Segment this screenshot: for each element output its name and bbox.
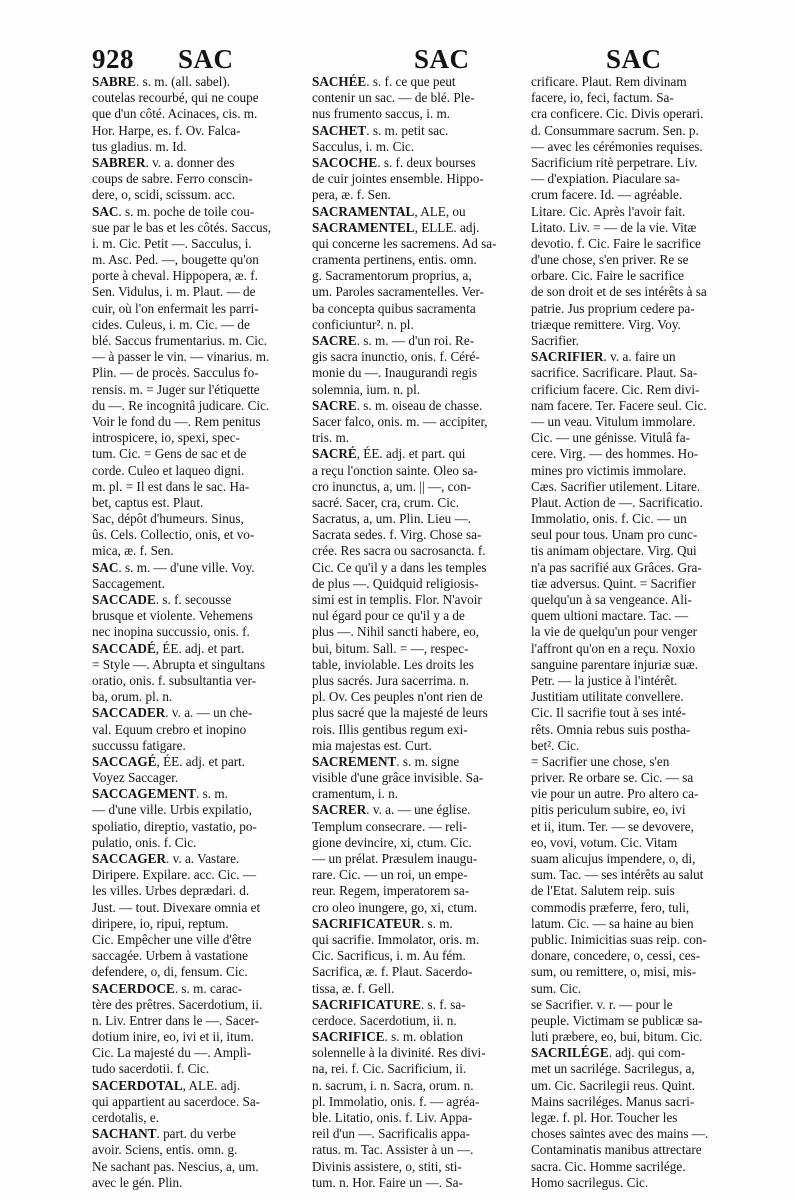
text-line: Justitiam utilitate convellere. [531, 689, 684, 705]
text-line: SACRE. s. m. — d'un roi. Re- [312, 333, 475, 348]
text-line: peuple. Victimam se publicæ sa- [531, 1012, 703, 1028]
text-line: Litato. Liv. = — de la vie. Vitæ [531, 219, 697, 235]
text-line: quelqu'un à sa vengeance. Ali- [531, 592, 692, 607]
text-line: Sacculus, i. m. Cic. [312, 138, 415, 154]
text-line: sanguine parentare injuriæ suæ. [531, 656, 699, 672]
text-line: m. pl. = Il est dans le sac. Ha- [92, 478, 250, 494]
text-line: quem ultioni mactare. Tac. — [531, 608, 689, 624]
text-line: Just. — tout. Divexare omnia et [92, 899, 261, 915]
text-line: spoliatio, direptio, vastatio, po- [92, 818, 257, 834]
text-line: introspicere, io, spexi, spec- [92, 430, 240, 446]
text-line: solennelle à la divinité. Res divi- [312, 1045, 486, 1061]
text-line: Cic. Empêcher une ville d'être [92, 931, 252, 947]
text-line: na, rei. f. Cic. Sacrificium, ii. [312, 1061, 467, 1077]
text-line: ûs. Cels. Collectio, onis, et vo- [92, 527, 255, 543]
text-line: pitis periculum subire, eo, ivi [531, 802, 686, 818]
text-line: suam alicujus impendere, o, di, [531, 851, 696, 866]
headword: SAC [92, 559, 119, 575]
text-line: SACOCHE. s. f. deux bourses [312, 154, 476, 170]
text-line: SACRIFICATEUR. s. m. [312, 915, 453, 931]
headword: SACCAGEMENT [92, 786, 197, 802]
text-line: bet, captus est. Plaut. [92, 494, 204, 510]
text-line: — avec les cérémonies requises. [531, 138, 703, 154]
headword: SACREMENT [312, 753, 397, 769]
text-line: Voyez Saccager. [92, 770, 179, 786]
text-line: SACHET. s. m. petit sac. [312, 122, 449, 138]
text-line: SACRAMENTAL, ALE, ou [312, 203, 466, 219]
text-line: cro oleo inungere, go, xi, ctum. [312, 899, 478, 915]
text-line: SACHANT. part. du verbe [92, 1126, 236, 1142]
text-line: pera, æ. f. Sen. [312, 187, 391, 203]
text-line: bui, bitum. Sall. = —, respec- [312, 640, 469, 656]
headword: SACHÉE [312, 74, 367, 89]
text-line: Saccagement. [92, 575, 165, 591]
text-line: corde. Culeo et laqueo digni. [92, 462, 245, 478]
text-line: blé. Saccus frumentarius. m. Cic. [92, 333, 268, 348]
headword: SACRAMENTAL [312, 203, 415, 219]
text-line: SACERDOTAL, ALE. adj. [92, 1077, 241, 1093]
text-line: avoir. Sciens, entis. omn. g. [92, 1142, 238, 1158]
text-line: qui concerne les sacremens. Ad sa- [312, 235, 497, 251]
text-line: mines pro victimis immolare. [531, 462, 687, 478]
text-line: plus sacré que la majesté de leurs [312, 705, 488, 721]
text-line: defendere, o, di, fensum. Cic. [92, 964, 248, 980]
text-line: met un sacrilége. Sacrilegus, a, [531, 1061, 695, 1077]
text-line: n. Liv. Entrer dans le —. Sacer- [92, 1012, 259, 1028]
headword: SACRIFICATEUR [312, 915, 421, 931]
text-line: tère des prêtres. Sacerdotium, ii. [92, 996, 263, 1012]
headword: SABRE [92, 74, 136, 89]
text-line: vie pour un autre. Pro altero ca- [531, 786, 699, 802]
text-line: plus sacrés. Jura sacerrima. n. [312, 672, 470, 688]
text-line: orbare. Cic. Faire le sacrifice [531, 268, 685, 284]
text-line: — d'expiation. Piaculare sa- [531, 171, 680, 187]
text-line: ba, orum. pl. n. [92, 689, 173, 705]
text-line: tum. Cic. = Gens de sac et de [92, 446, 247, 462]
text-line: um. Paroles sacramentelles. Ver- [312, 284, 484, 300]
text-line: legæ. f. pl. Hor. Toucher les [531, 1110, 678, 1125]
text-line: rois. Illis gentibus regum exi- [312, 721, 468, 737]
text-line: coups de sabre. Ferro conscin- [92, 171, 253, 187]
text-line: cides. Culeus, i. m. Cic. — de [92, 316, 250, 332]
text-line: de son droit et de ses intérêts à sa [531, 284, 707, 300]
text-line: n'a pas sacrifié aux Grâces. Gra- [531, 559, 702, 575]
headword: SACCAGER [92, 851, 167, 866]
text-line: dotium inire, eo, ivi et ii, itum. [92, 1029, 254, 1045]
headword: SACHANT [92, 1126, 157, 1142]
text-line: triæque remittere. Virg. Voy. [531, 316, 681, 332]
text-line: sum. Tac. — ses intérêts au salut [531, 867, 704, 883]
text-line: sum. Cic. [531, 980, 582, 996]
text-line: Petr. — la justice à l'intérêt. [531, 672, 678, 688]
text-line: brusque et violente. Vehemens [92, 608, 253, 624]
text-line: SACCADER. v. a. — un che- [92, 705, 253, 721]
text-line: SACRAMENTEL, ELLE. adj. [312, 219, 480, 235]
text-line: SABRE. s. m. (all. sabel). [92, 74, 231, 89]
text-line: simi est in templis. Flor. N'avoir [312, 592, 482, 607]
text-line: d'une chose, s'en priver. Re se [531, 252, 689, 268]
text-line: cra conficere. Cic. Divis operari. [531, 106, 704, 122]
text-line: nec inopina succussio, onis. f. [92, 624, 250, 640]
text-line: SABRER. v. a. donner des [92, 154, 235, 170]
text-line: cerdoce. Sacerdotium, ii. n. [312, 1012, 457, 1028]
text-column-left [92, 74, 308, 1191]
text-line: cramenta pertinens, entis. omn. [312, 252, 477, 268]
text-line: crum facere. Id. — agréable. [531, 187, 683, 203]
text-line: se Sacrifier. v. r. — pour le [531, 996, 673, 1012]
text-line: crée. Res sacra ou sacrosancta. f. [312, 543, 486, 559]
text-line: Sen. Vidulus, i. m. Plaut. — de [92, 284, 256, 300]
text-line: gis sacra inunctio, onis. f. Céré- [312, 349, 480, 365]
text-line: = Style —. Abrupta et singultans [92, 656, 266, 672]
page-number: 928 [92, 44, 134, 74]
text-line: SACRIFICE. s. m. oblation [312, 1029, 463, 1045]
text-line: Plaut. Action de —. Sacrificatio. [531, 494, 703, 510]
headword: SAC [92, 203, 119, 219]
text-line: Litare. Cic. Après l'avoir fait. [531, 203, 686, 219]
text-line: n. sacrum, i. n. Sacra, orum. n. [312, 1077, 474, 1093]
text-column-middle [312, 74, 526, 1191]
text-line: pulatio, onis. f. Cic. [92, 834, 197, 850]
headword: SACRILÉGE [531, 1045, 609, 1061]
text-line: visible d'une grâce invisible. Sa- [312, 770, 484, 786]
text-line: devotio. f. Cic. Faire le sacrifice [531, 235, 701, 251]
text-line: solemnia, ium. n. pl. [312, 381, 421, 397]
text-line: ble. Litatio, onis. f. Liv. Appa- [312, 1110, 473, 1125]
text-line: monie du —. Inaugurandi regis [312, 365, 478, 381]
text-line: porte à cheval. Hippopera, æ. f. [92, 268, 258, 284]
text-line: ba concepta quibus sacramenta [312, 300, 476, 316]
text-line: latum. Cic. — sa haine au bien [531, 915, 694, 931]
text-line: crificare. Plaut. Rem divinam [531, 74, 687, 89]
text-line: cerdotalis, e. [92, 1110, 160, 1125]
text-line: SACHÉE. s. f. ce que peut [312, 74, 456, 89]
text-line: Sacrifier. [531, 333, 579, 348]
text-line: Cic. Il sacrifie tout à ses inté- [531, 705, 686, 721]
text-line: bet². Cic. [531, 737, 580, 753]
headword: SACERDOTAL [92, 1077, 183, 1093]
headword: SACRAMENTEL [312, 219, 415, 235]
headword: SACRE [312, 397, 357, 413]
text-line: tissa, æ. f. Gell. [312, 980, 395, 996]
text-line: tum. n. Hor. Faire un —. Sa- [312, 1174, 463, 1190]
text-line: Homo sacrilegus. Cic. [531, 1174, 649, 1190]
text-line: um. Cic. Sacrilegii reus. Quint. [531, 1077, 696, 1093]
text-line: SACRER. v. a. — une église. [312, 802, 471, 818]
text-line: Cic. Ce qu'il y a dans les temples [312, 559, 487, 575]
text-line: choses saintes avec des mains —. [531, 1126, 709, 1142]
headword: SACRER [312, 802, 367, 818]
text-line: rêts. Omnia rebus suis postha- [531, 721, 691, 737]
text-line: pl. Immolatio, onis. f. — agréa- [312, 1093, 480, 1109]
text-line: gione devincire, xi, ctum. Cic. [312, 834, 472, 850]
headword: SACHET [312, 122, 367, 138]
text-line: tiæ adversus. Quint. = Sacrifier [531, 575, 696, 591]
text-line: cuir, où l'on enfermait les parri- [92, 300, 259, 316]
headword: SACOCHE [312, 154, 378, 170]
text-line: l'affront qu'on en a reçu. Noxio [531, 640, 696, 656]
text-line: et ii, itum. Ter. — se devovere, [531, 818, 694, 834]
text-line: luti præbere, eo, bui, bitum. Cic. [531, 1029, 703, 1045]
text-line: Sac, dépôt d'humeurs. Sinus, [92, 511, 244, 527]
text-line: ratus. m. Tac. Assister à un —. [312, 1142, 474, 1158]
text-line: les villes. Urbes deprædari. d. [92, 883, 250, 899]
text-line: donare, concedere, o, cessi, ces- [531, 948, 701, 964]
text-line: de plus —. Quidquid religiosis- [312, 575, 479, 591]
headword: SACRIFIER [531, 349, 604, 365]
text-line: — à passer le vin. — vinarius. m. [92, 349, 270, 365]
text-line: Cæs. Sacrifier utilement. Litare. [531, 478, 701, 494]
text-line: rare. Cic. — un roi, un empe- [312, 867, 468, 883]
text-line: — un prélat. Præsulem inaugu- [312, 851, 478, 866]
headword: SACRIFICE [312, 1029, 385, 1045]
text-line: SACRE. s. m. oiseau de chasse. [312, 397, 483, 413]
text-line: nus frumento saccus, i. m. [312, 106, 451, 122]
text-line: SAC. s. m. — d'une ville. Voy. [92, 559, 255, 575]
text-line: g. Sacramentorum proprius, a, [312, 268, 472, 284]
headword: SACRE [312, 333, 357, 348]
headword: SACERDOCE [92, 980, 175, 996]
text-line: SACRIFIER. v. a. faire un [531, 349, 676, 365]
text-line: cramentum, i. n. [312, 786, 399, 802]
text-line: du —. Re incognitâ judicare. Cic. [92, 397, 270, 413]
text-line: dere, o, scidi, scissum. acc. [92, 187, 236, 203]
text-line: SACERDOCE. s. m. carac- [92, 980, 243, 996]
text-line: Sacer falco, onis. m. — accipiter, [312, 413, 488, 429]
text-line: tudo sacerdotii. f. Cic. [92, 1061, 210, 1077]
text-line: SACCADÉ, ÉE. adj. et part. [92, 640, 245, 656]
text-line: — un veau. Vitulum immolare. [531, 413, 696, 429]
text-line: SACRILÉGE. adj. qui com- [531, 1045, 686, 1061]
text-line: Templum consecrare. — reli- [312, 818, 468, 834]
text-line: Sacrificium ritè perpetrare. Liv. [531, 154, 698, 170]
text-line: sum, ou remittere, o, misi, mis- [531, 964, 697, 980]
text-line: sacré. Sacer, cra, crum. Cic. [312, 494, 460, 510]
text-line: diripere, io, ripui, reptum. [92, 915, 229, 931]
text-line: SACCAGEMENT. s. m. [92, 786, 228, 802]
text-line: tris. m. [312, 430, 349, 446]
running-head-center: SAC [414, 44, 470, 74]
text-line: Divinis assistere, o, stiti, sti- [312, 1158, 462, 1174]
running-head-right: SAC [606, 44, 662, 74]
text-line: mia majestas est. Curt. [312, 737, 432, 753]
text-line: qui sacrifie. Immolator, oris. m. [312, 931, 480, 947]
text-line: Ne sachant pas. Nescius, a, um. [92, 1158, 259, 1174]
text-line: Plin. — de procès. Sacculus fo- [92, 365, 259, 381]
text-line: Cic. Sacrificus, i. m. Au fém. [312, 948, 466, 964]
text-line: Contaminatis manibus attrectare [531, 1142, 702, 1158]
text-line: Cic. — une génisse. Vitulâ fa- [531, 430, 691, 446]
text-line: avec le gén. Plin. [92, 1174, 183, 1190]
text-line: seul pour tous. Unam pro cunc- [531, 527, 698, 543]
text-line: public. Inimicitias suas reip. con- [531, 931, 707, 947]
text-line: succussu fatigare. [92, 737, 186, 753]
text-line: reil d'un —. Sacrificalis appa- [312, 1126, 471, 1142]
text-line: patrie. Jus proprium cedere pa- [531, 300, 695, 316]
text-line: Sacrata sedes. f. Virg. Chose sa- [312, 527, 482, 543]
text-line: la vie de quelqu'un pour venger [531, 624, 698, 640]
text-line: tus gladius. m. Id. [92, 138, 187, 154]
text-line: oratio, onis. f. subsultantia ver- [92, 672, 257, 688]
text-line: Cic. La majesté du —. Amplì- [92, 1045, 252, 1061]
text-line: Voir le fond du —. Rem penitus [92, 413, 261, 429]
text-line: commodis præferre, fero, tuli, [531, 899, 690, 915]
text-line: pl. Ov. Ces peuples n'ont rien de [312, 689, 483, 705]
text-line: coutelas recourbé, qui ne coupe [92, 90, 259, 106]
text-line: — d'une ville. Urbis expilatio, [92, 802, 252, 818]
text-line: qui appartient au sacerdoce. Sa- [92, 1093, 261, 1109]
text-column-right [531, 74, 750, 1191]
text-line: conficiuntur². n. pl. [312, 316, 414, 332]
text-line: Diripere. Expilare. acc. Cic. — [92, 867, 257, 883]
text-line: cere. Virg. — des hommes. Ho- [531, 446, 699, 462]
text-line: table, inviolable. Les droits les [312, 656, 474, 672]
headword: SACRIFICATURE [312, 996, 421, 1012]
text-line: saccagée. Urbem à vastatione [92, 948, 248, 964]
text-line: reur. Regem, imperatorem sa- [312, 883, 470, 899]
text-line: contenir un sac. — de blé. Ple- [312, 90, 475, 106]
headword: SACCADE [92, 592, 156, 607]
text-line: d. Consummare sacrum. Sen. p. [531, 122, 699, 138]
running-head-left: SAC [178, 44, 234, 74]
headword: SACCAGÉ [92, 753, 157, 769]
text-line: = Sacrifier une chose, s'en [531, 753, 670, 769]
text-line: Hor. Harpe, es. f. Ov. Falca- [92, 122, 241, 138]
text-line: SACRÉ, ÉE. adj. et part. qui [312, 446, 466, 462]
text-line: Sacratus, a, um. Plin. Lieu —. [312, 511, 471, 527]
text-line: SACCAGER. v. a. Vastare. [92, 851, 240, 866]
text-line: Sacrifica, æ. f. Plaut. Sacerdo- [312, 964, 473, 980]
text-line: SAC. s. m. poche de toile cou- [92, 203, 255, 219]
text-line: SACCAGÉ, ÉE. adj. et part. [92, 753, 246, 769]
headword: SABRER [92, 154, 146, 170]
text-line: tis animam objectare. Virg. Qui [531, 543, 697, 559]
text-line: de l'Etat. Salutem reip. suis [531, 883, 675, 899]
text-line: a reçu l'onction sainte. Oleo sa- [312, 462, 478, 478]
text-line: facere, io, feci, factum. Sa- [531, 90, 674, 106]
text-line: eo, vovi, votum. Cic. Vitam [531, 834, 678, 850]
text-line: priver. Re orbare se. Cic. — sa [531, 770, 694, 786]
text-line: SACREMENT. s. m. signe [312, 753, 460, 769]
text-line: sacra. Cic. Homme sacrilége. [531, 1158, 686, 1174]
text-line: i. m. Cic. Petit —. Sacculus, i. [92, 235, 252, 251]
text-line: sue par le bas et les côtés. Saccus, [92, 219, 272, 235]
text-line: m. Asc. Ped. —, bougette qu'on [92, 252, 259, 268]
text-line: val. Equum crebro et inopino [92, 721, 247, 737]
headword: SACRÉ [312, 446, 357, 462]
text-line: sacrifice. Sacrificare. Plaut. Sa- [531, 365, 698, 381]
text-line: que d'un côté. Acinaces, cis. m. [92, 106, 258, 122]
headword: SACCADER [92, 705, 166, 721]
text-line: SACCADE. s. f. secousse [92, 592, 232, 607]
text-line: cro inunctus, a, um. || —, con- [312, 478, 472, 494]
text-line: Mains sacriléges. Manus sacri- [531, 1093, 695, 1109]
text-line: de cuir jointes ensemble. Hippo- [312, 171, 484, 187]
text-line: Immolatio, onis. f. Cic. — un [531, 511, 687, 527]
text-line: nam facere. Ter. Facere seul. Cic. [531, 397, 707, 413]
text-line: rensis. m. = Juger sur l'étiquette [92, 381, 260, 397]
headword: SACCADÉ [92, 640, 156, 656]
text-line: nul égard pour ce qu'il y a de [312, 608, 465, 624]
text-line: mica, æ. f. Sen. [92, 543, 174, 559]
text-line: crificium facere. Cic. Rem divi- [531, 381, 700, 397]
text-line: SACRIFICATURE. s. f. sa- [312, 996, 466, 1012]
text-line: plus —. Nihil sancti habere, eo, [312, 624, 480, 640]
